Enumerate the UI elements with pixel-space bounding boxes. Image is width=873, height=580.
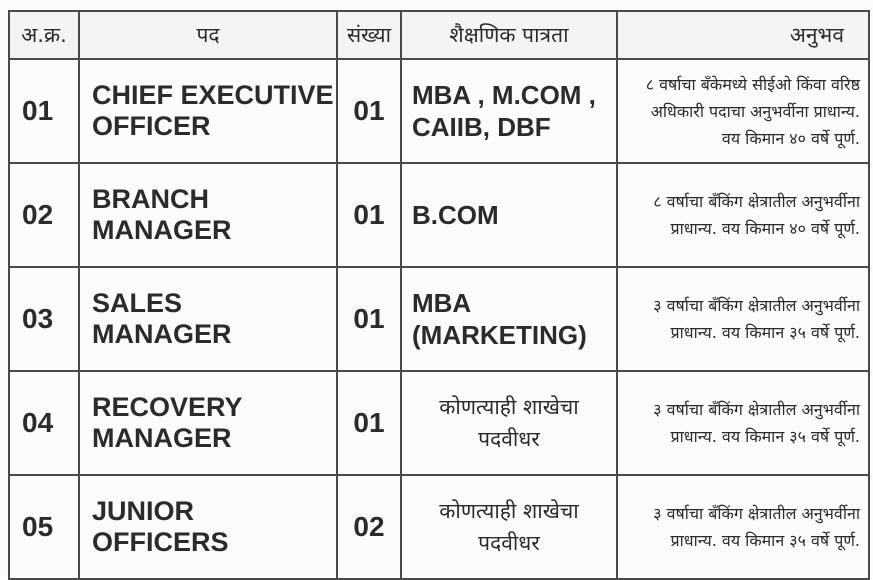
qualification-line: पदवीधर (478, 531, 540, 555)
experience-cell (617, 371, 869, 475)
post-line: MANAGER (92, 423, 232, 453)
serial-number-cell: 02 (9, 163, 79, 267)
header-post: पद (79, 11, 337, 59)
post-line: BRANCH (92, 184, 209, 214)
qualification-cell (401, 59, 617, 163)
header-experience: अनुभव (617, 11, 869, 59)
table-row (9, 163, 869, 267)
table-row (9, 267, 869, 371)
serial-number-cell: 03 (9, 267, 79, 371)
serial-number-cell: 04 (9, 371, 79, 475)
qualification-line: MBA , M.COM , (412, 80, 596, 110)
table-row (9, 59, 869, 163)
post-cell (79, 475, 337, 579)
post-line: MANAGER (92, 319, 232, 349)
table-row (9, 371, 869, 475)
qualification-line: B.COM (412, 200, 499, 230)
post-cell (79, 267, 337, 371)
table-row (9, 475, 869, 579)
post-line: JUNIOR (92, 496, 195, 526)
qualification-cell (401, 371, 617, 475)
serial-number-cell: 01 (9, 59, 79, 163)
post-line: SALES (92, 288, 183, 318)
qualification-line: कोणत्याही शाखेचा (439, 499, 579, 523)
experience-cell (617, 267, 869, 371)
experience-line: ३ वर्षाचा बॅंकिंग क्षेत्रातील अनुभर्वीना (653, 400, 860, 419)
experience-line: ८ वर्षाचा बॅंकिंग क्षेत्रातील अनुभर्वीना (653, 192, 860, 211)
experience-line: ८ वर्षाचा बॅंकेमध्ये सीईओ किंवा वरिष्ठ (645, 74, 860, 94)
qualification-line: MBA (412, 288, 472, 318)
post-cell (79, 59, 337, 163)
post-cell (79, 163, 337, 267)
table-header-row (9, 11, 869, 59)
vacancy-table (8, 10, 870, 580)
experience-line: प्राधान्य. वय किमान ४० वर्षे पूर्ण. (670, 219, 860, 238)
experience-line: ३ वर्षाचा बॅंकिंग क्षेत्रातील अनुभर्वीना (653, 296, 860, 315)
qualification-line: (MARKETING) (412, 320, 587, 350)
count-cell: 01 (337, 267, 401, 371)
count-cell: 01 (337, 371, 401, 475)
header-count: संख्या (337, 11, 401, 59)
experience-line: प्राधान्य. वय किमान ३५ वर्षे पूर्ण. (670, 531, 860, 550)
experience-line: वय किमान ४० वर्षे पूर्ण. (721, 128, 860, 148)
experience-cell (617, 59, 869, 163)
experience-cell (617, 163, 869, 267)
header-serial-number: अ.क्र. (9, 11, 79, 59)
serial-number-cell: 05 (9, 475, 79, 579)
experience-line: ३ वर्षाचा बॅंकिंग क्षेत्रातील अनुभर्वीना (653, 504, 860, 523)
qualification-cell (401, 475, 617, 579)
count-cell: 02 (337, 475, 401, 579)
post-line: RECOVERY (92, 392, 243, 422)
count-cell: 01 (337, 163, 401, 267)
qualification-line: पदवीधर (478, 427, 540, 451)
post-cell (79, 371, 337, 475)
header-qualification: शैक्षणिक पात्रता (401, 11, 617, 59)
count-cell: 01 (337, 59, 401, 163)
experience-cell (617, 475, 869, 579)
qualification-cell (401, 267, 617, 371)
post-line: MANAGER (92, 215, 232, 245)
post-line: OFFICERS (92, 527, 229, 557)
qualification-cell (401, 163, 617, 267)
qualification-line: कोणत्याही शाखेचा (439, 395, 579, 419)
post-line: CHIEF EXECUTIVE (92, 80, 334, 110)
qualification-line: CAIIB, DBF (412, 112, 551, 142)
post-line: OFFICER (92, 111, 211, 141)
experience-line: प्राधान्य. वय किमान ३५ वर्षे पूर्ण. (670, 323, 860, 342)
experience-line: प्राधान्य. वय किमान ३५ वर्षे पूर्ण. (670, 427, 860, 446)
experience-line: अधिकारी पदाचा अनुभर्वीना प्राधान्य. (650, 101, 860, 121)
